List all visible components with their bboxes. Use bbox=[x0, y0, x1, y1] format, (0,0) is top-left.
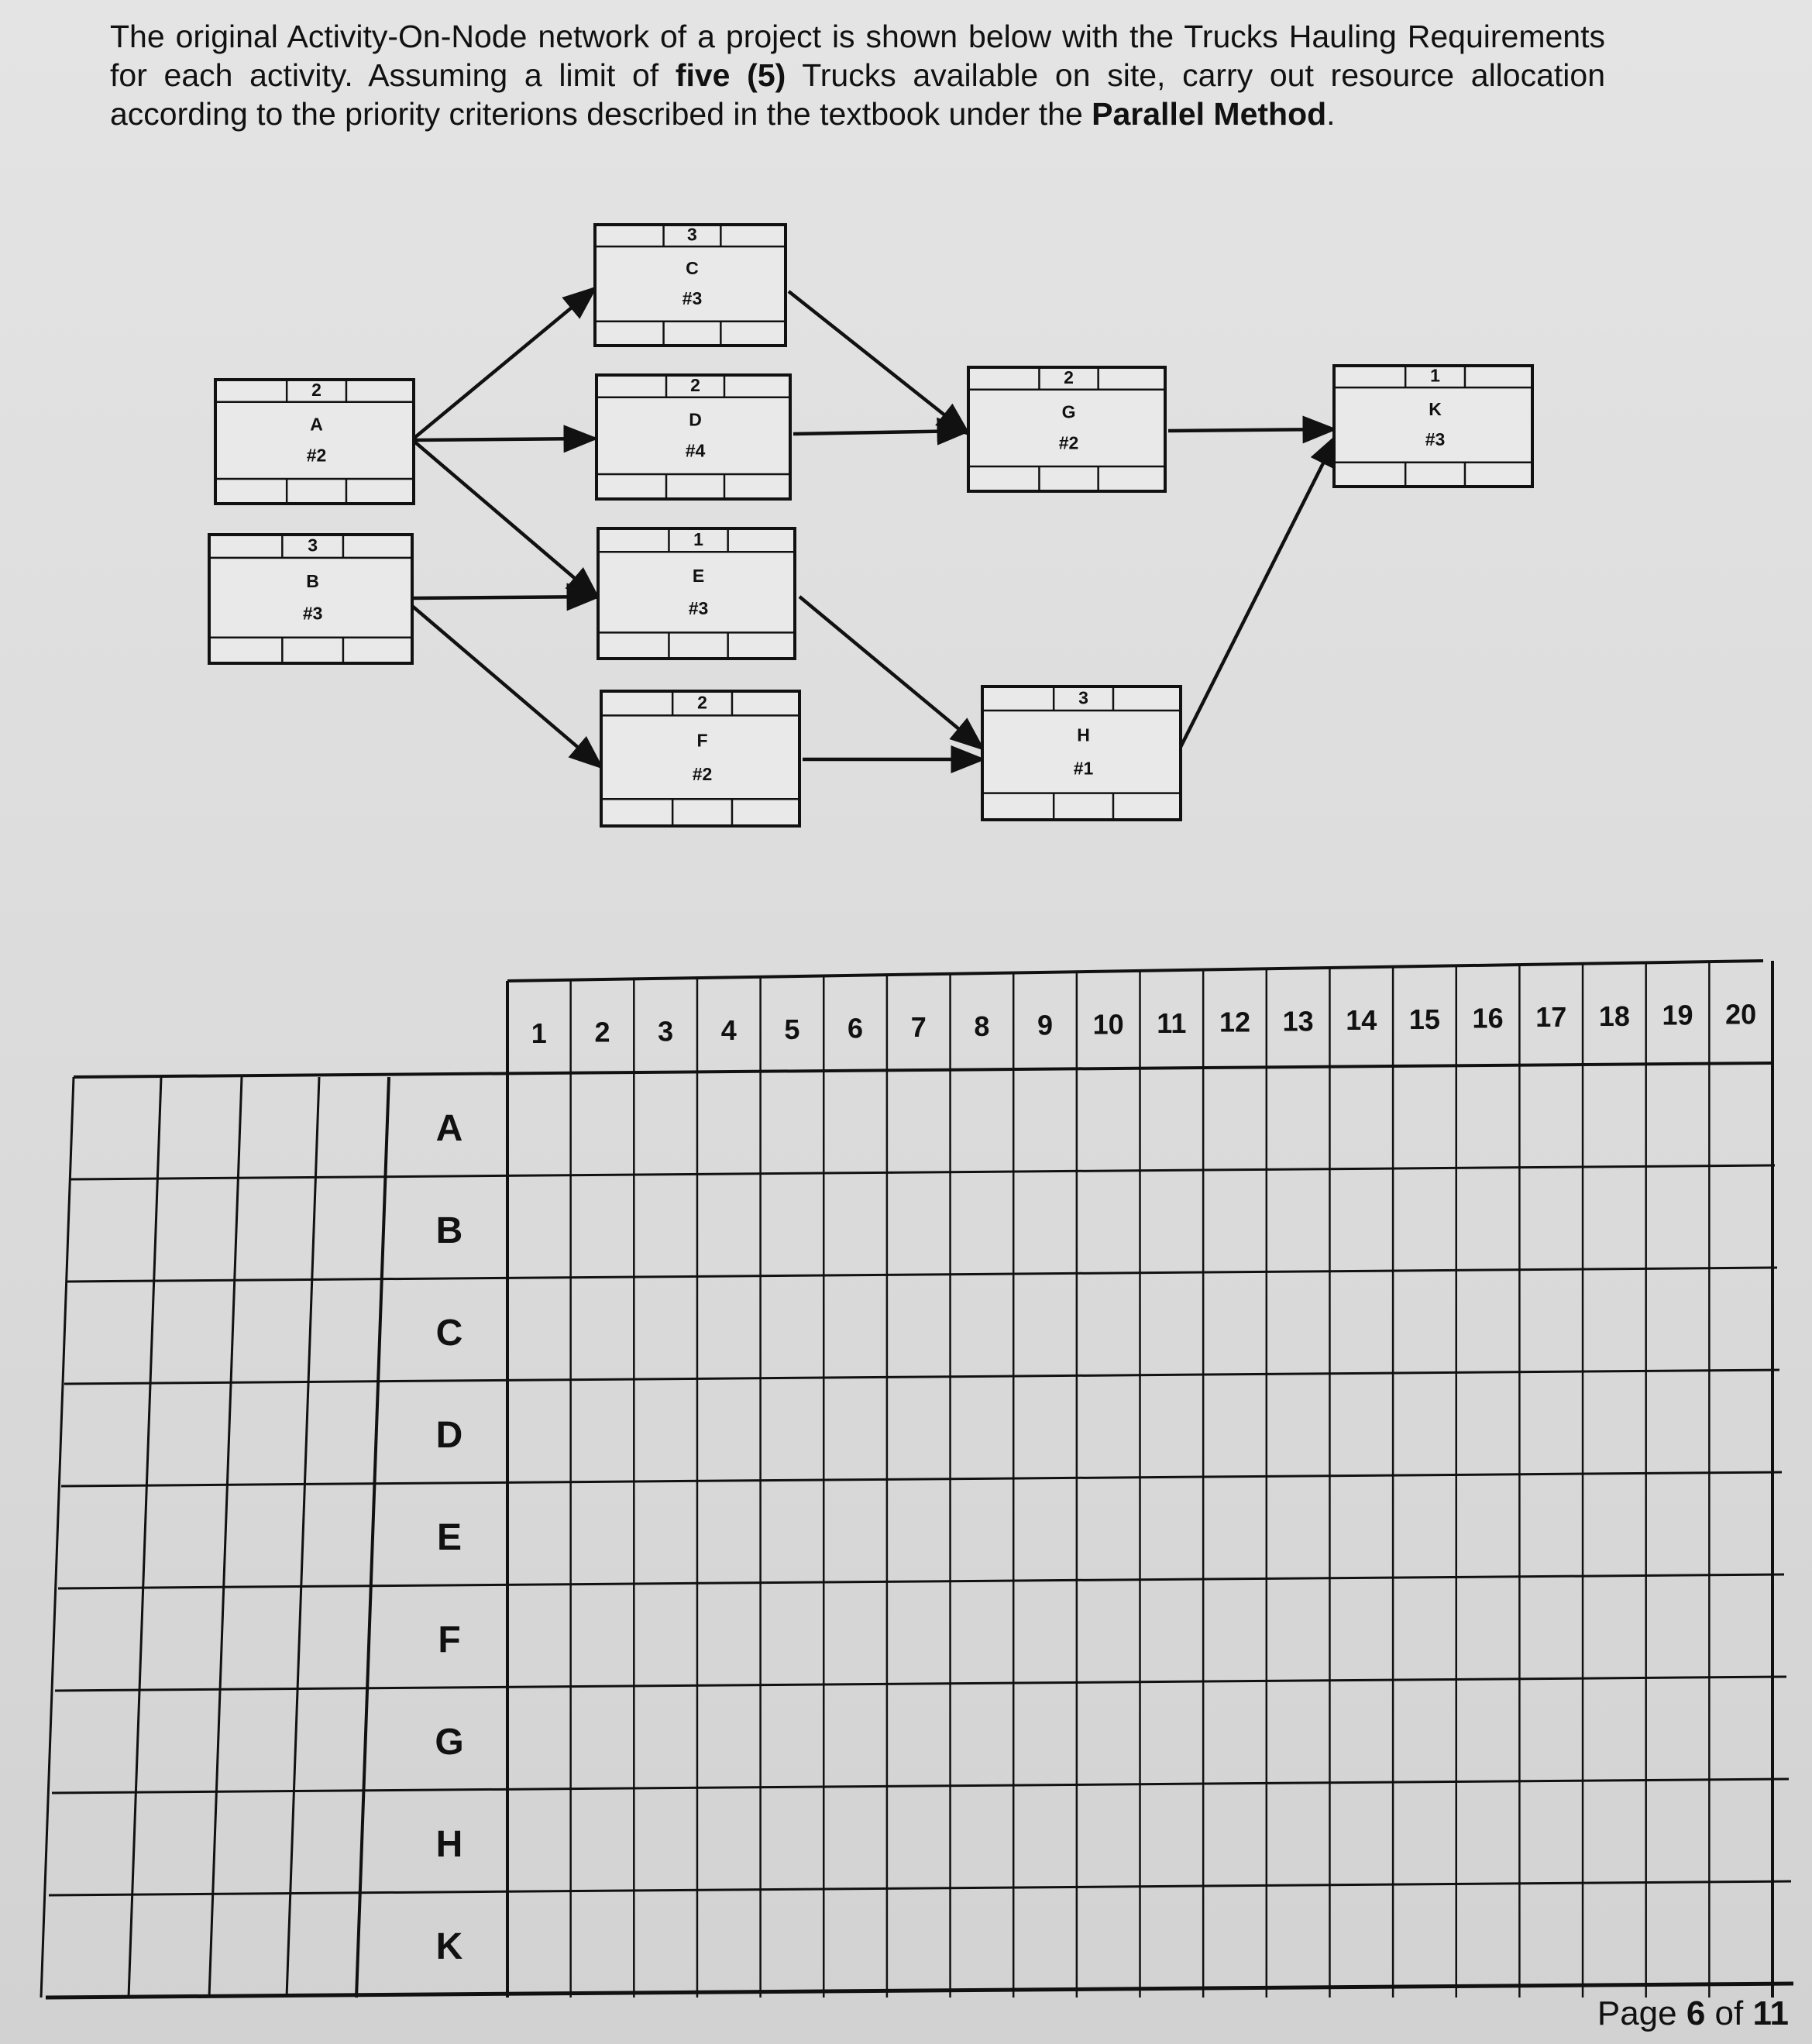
activity-row-line bbox=[64, 1370, 1779, 1384]
activity-row-line bbox=[58, 1574, 1784, 1588]
node-duration: 1 bbox=[693, 528, 703, 549]
day-header-7: 7 bbox=[910, 1011, 927, 1044]
activity-row-label-F: F bbox=[438, 1619, 461, 1660]
left-column-line bbox=[209, 1077, 242, 1998]
method-name: Parallel Method bbox=[1092, 96, 1327, 132]
node-duration: 2 bbox=[690, 374, 700, 395]
node-duration: 2 bbox=[311, 379, 321, 400]
activity-row-label-B: B bbox=[435, 1210, 463, 1251]
activity-row-label-G: G bbox=[435, 1722, 464, 1763]
node-id: G bbox=[1061, 401, 1076, 422]
day-header-4: 4 bbox=[720, 1014, 737, 1047]
node-id: E bbox=[692, 565, 705, 586]
day-header-6: 6 bbox=[848, 1012, 864, 1044]
day-header-19: 19 bbox=[1662, 999, 1693, 1031]
day-header-10: 10 bbox=[1092, 1008, 1124, 1041]
node-duration: 3 bbox=[308, 535, 318, 556]
grid-top-border bbox=[74, 1063, 1772, 1077]
day-header-20: 20 bbox=[1725, 998, 1757, 1031]
activity-row-label-C: C bbox=[435, 1313, 463, 1354]
node-trucks: #3 bbox=[302, 603, 323, 624]
page-current: 6 bbox=[1686, 1994, 1706, 2032]
activity-row-line bbox=[46, 1984, 1793, 1998]
day-header-17: 17 bbox=[1535, 1001, 1567, 1034]
node-duration: 2 bbox=[697, 692, 707, 713]
page-total: 11 bbox=[1752, 1994, 1789, 2032]
activity-row-label-A: A bbox=[435, 1108, 463, 1149]
node-trucks: #4 bbox=[685, 440, 706, 461]
day-header-8: 8 bbox=[974, 1010, 990, 1042]
day-header-3: 3 bbox=[658, 1015, 674, 1048]
node-trucks: #3 bbox=[1425, 428, 1446, 449]
activity-row-line bbox=[61, 1472, 1782, 1486]
activity-row-line bbox=[67, 1268, 1777, 1282]
activity-row-label-K: K bbox=[435, 1926, 463, 1967]
node-duration: 1 bbox=[1430, 365, 1440, 386]
intro-text-3: . bbox=[1326, 96, 1336, 132]
node-trucks: #2 bbox=[1058, 432, 1079, 453]
day-header-14: 14 bbox=[1346, 1004, 1377, 1037]
activity-row-line bbox=[55, 1677, 1786, 1691]
left-column-line bbox=[41, 1077, 74, 1998]
node-id: F bbox=[696, 730, 708, 751]
intro-text-2: Trucks available on site, carry out resource allocation according to the priority criterions described in the textbook under the bbox=[110, 57, 1605, 132]
left-column-line bbox=[356, 1077, 389, 1998]
node-trucks: #2 bbox=[306, 445, 327, 466]
node-id: D bbox=[689, 409, 702, 430]
node-id: H bbox=[1077, 724, 1090, 745]
node-trucks: #2 bbox=[692, 763, 713, 784]
truck-limit: five (5) bbox=[675, 57, 786, 93]
node-id: K bbox=[1429, 398, 1442, 419]
activity-row-line bbox=[52, 1779, 1789, 1793]
left-column-line bbox=[287, 1077, 319, 1998]
day-header-1: 1 bbox=[531, 1017, 547, 1049]
node-trucks: #1 bbox=[1073, 758, 1094, 779]
day-header-12: 12 bbox=[1219, 1006, 1250, 1038]
intro-text-1: The original Activity-On-Node network of a project is shown below with the Trucks Hauling Requirements for each activity. Assuming a limit of bbox=[110, 19, 1605, 93]
day-header-15: 15 bbox=[1408, 1003, 1440, 1035]
page-of: of bbox=[1705, 1994, 1753, 2032]
node-trucks: #3 bbox=[682, 287, 703, 308]
header-top-border bbox=[507, 961, 1763, 981]
day-header-16: 16 bbox=[1472, 1002, 1504, 1034]
activity-row-line bbox=[49, 1881, 1791, 1895]
day-header-9: 9 bbox=[1037, 1009, 1054, 1041]
page-number bbox=[1597, 1994, 1789, 2033]
day-header-5: 5 bbox=[784, 1013, 800, 1045]
node-trucks: #3 bbox=[688, 597, 709, 618]
node-id: A bbox=[310, 414, 323, 435]
node-duration: 3 bbox=[1078, 687, 1088, 708]
day-header-13: 13 bbox=[1282, 1005, 1314, 1037]
activity-row-label-D: D bbox=[435, 1415, 463, 1456]
day-header-18: 18 bbox=[1598, 1000, 1630, 1032]
day-header-2: 2 bbox=[594, 1016, 610, 1048]
activity-row-label-E: E bbox=[436, 1517, 462, 1558]
node-duration: 3 bbox=[687, 224, 697, 245]
node-id: C bbox=[686, 257, 699, 278]
day-header-11: 11 bbox=[1157, 1007, 1187, 1039]
activity-row-label-H: H bbox=[435, 1824, 463, 1865]
node-id: B bbox=[306, 571, 319, 592]
page-prefix: Page bbox=[1597, 1994, 1687, 2032]
node-duration: 2 bbox=[1064, 366, 1074, 387]
left-column-line bbox=[129, 1077, 161, 1998]
